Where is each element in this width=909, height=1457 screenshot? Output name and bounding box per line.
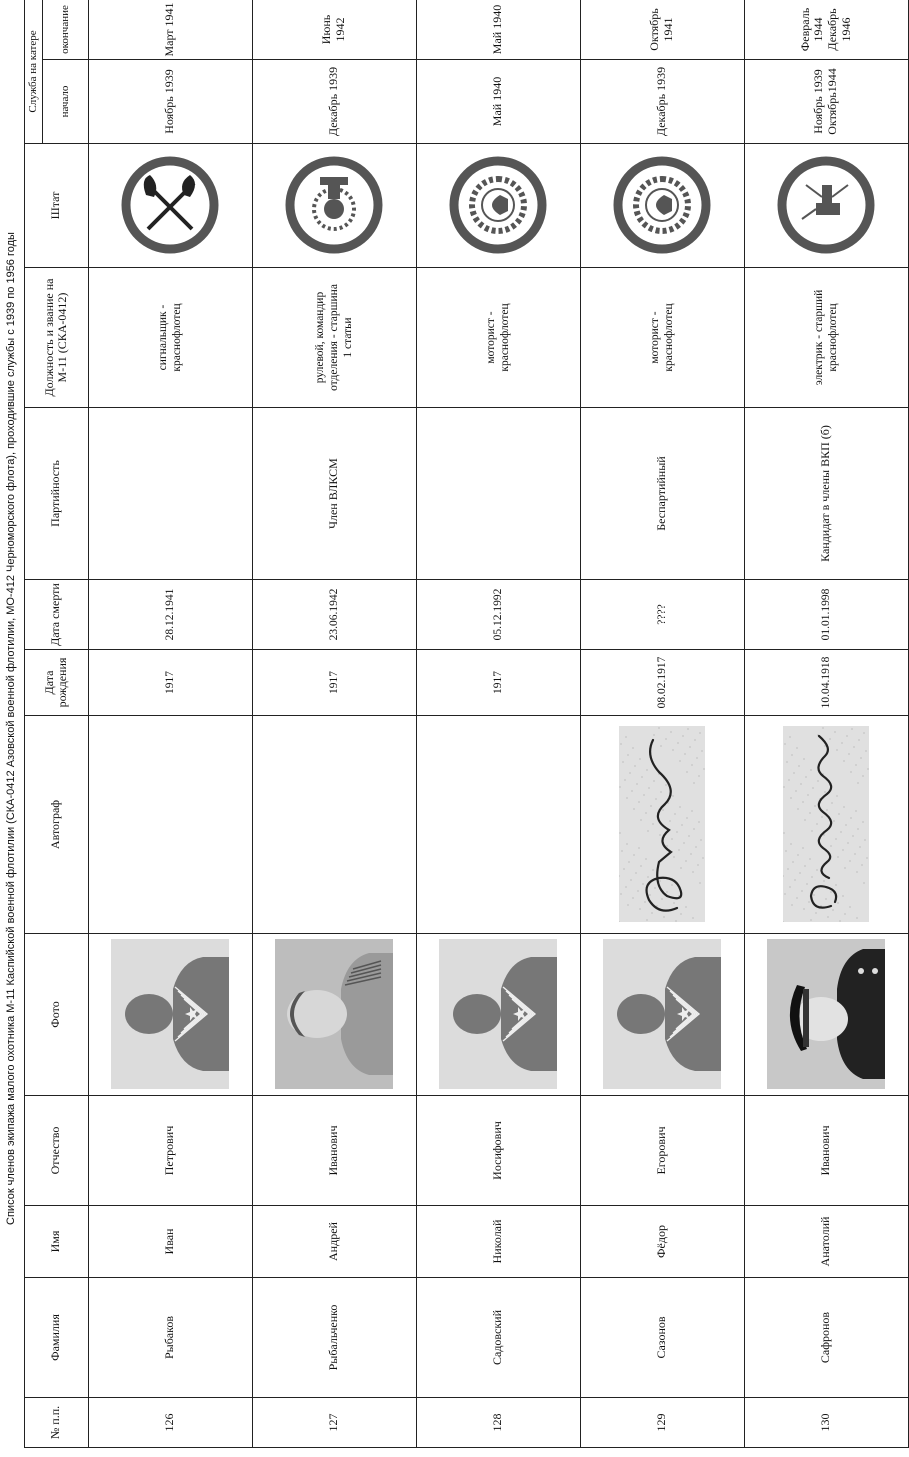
cell-photo	[252, 934, 416, 1096]
cell-num	[744, 1398, 908, 1448]
cell-service-start	[252, 60, 416, 144]
cell-death	[580, 580, 744, 650]
motorman-insignia-icon	[448, 156, 548, 256]
autograph	[619, 718, 705, 931]
cell-name	[88, 1206, 252, 1278]
service-start: Май 1940	[490, 76, 505, 127]
photo	[439, 940, 557, 1090]
electrician-insignia-icon	[776, 156, 876, 256]
cell-photo	[416, 934, 580, 1096]
signalman-insignia-icon	[120, 156, 220, 256]
cell-staff	[580, 144, 744, 268]
service-start: Ноябрь 1939	[162, 69, 177, 134]
cell-position	[252, 268, 416, 408]
cell-name	[252, 1206, 416, 1278]
cell-staff	[416, 144, 580, 268]
cell-autograph	[744, 716, 908, 934]
cell-name	[416, 1206, 580, 1278]
position-rank: рулевой, командир отделения - старшина 1 статьи	[313, 284, 355, 391]
photo	[767, 940, 885, 1090]
cell-party	[416, 408, 580, 580]
cell-patronymic	[744, 1096, 908, 1206]
row-number: 129	[654, 1413, 669, 1432]
position-rank: электрик - старший краснофлотец	[812, 289, 840, 386]
death-date: 05.12.1992	[492, 588, 505, 641]
silhouette-photo	[439, 940, 557, 1090]
header-position: Должность и звание на М-11 (СКА-0412)	[25, 268, 89, 408]
cell-service-start	[416, 60, 580, 144]
portrait-cap-photo	[767, 940, 885, 1090]
surname: Сафронов	[818, 1311, 833, 1364]
service-end: Май 1940	[490, 4, 505, 55]
cell-patronymic	[252, 1096, 416, 1206]
header-service-end: окончание	[42, 0, 88, 60]
service-end: Март 1941	[162, 2, 177, 57]
cell-num	[88, 1398, 252, 1448]
table-row	[580, 0, 744, 1448]
cell-patronymic	[580, 1096, 744, 1206]
first-name: Фёдор	[654, 1225, 669, 1258]
helmsman-insignia-icon	[284, 156, 384, 256]
cell-service-end	[88, 0, 252, 60]
cell-death	[252, 580, 416, 650]
cell-photo	[88, 934, 252, 1096]
header-staff: Штат	[25, 144, 89, 268]
portrait-photo	[275, 940, 393, 1090]
header-autograph: Автограф	[25, 716, 89, 934]
header-party: Партийность	[25, 408, 89, 580]
cell-party	[88, 408, 252, 580]
crew-table-body	[88, 0, 908, 1448]
header-death: Дата смерти	[25, 580, 89, 650]
signature-image	[783, 727, 869, 923]
birth-date: 08.02.1917	[656, 656, 669, 709]
cell-party	[744, 408, 908, 580]
cell-autograph	[416, 716, 580, 934]
table-row	[252, 0, 416, 1448]
cell-surname	[744, 1278, 908, 1398]
service-end: Февраль 1944 Декабрь 1946	[797, 7, 853, 52]
first-name: Андрей	[326, 1222, 341, 1261]
patronymic: Иосифович	[490, 1121, 505, 1180]
crew-table-wrapper	[24, 0, 908, 1448]
death-date: ????	[656, 604, 669, 625]
row-number: 127	[326, 1413, 341, 1432]
table-row	[416, 0, 580, 1448]
photo	[603, 940, 721, 1090]
cell-staff	[252, 144, 416, 268]
cell-service-end	[252, 0, 416, 60]
birth-date: 1917	[164, 671, 177, 694]
table-row	[744, 0, 908, 1448]
motorman-insignia-icon	[612, 156, 712, 256]
cell-num	[252, 1398, 416, 1448]
surname: Рыбальченко	[326, 1304, 341, 1371]
signature-image	[619, 727, 705, 923]
header-name: Имя	[25, 1206, 89, 1278]
position-rank: моторист - краснофлотец	[648, 303, 676, 372]
silhouette-photo	[603, 940, 721, 1090]
cell-death	[416, 580, 580, 650]
cell-patronymic	[88, 1096, 252, 1206]
header-service-start: начало	[42, 60, 88, 144]
first-name: Иван	[162, 1228, 177, 1255]
photo	[275, 940, 393, 1090]
surname: Сазонов	[654, 1316, 669, 1359]
cell-service-end	[744, 0, 908, 60]
cell-death	[88, 580, 252, 650]
cell-birth	[252, 650, 416, 716]
header-service: Служба на катере	[25, 0, 43, 144]
surname: Садовский	[490, 1309, 505, 1366]
cell-position	[580, 268, 744, 408]
cell-service-start	[88, 60, 252, 144]
cell-autograph	[580, 716, 744, 934]
service-end: Октябрь 1941	[647, 8, 676, 51]
cell-num	[416, 1398, 580, 1448]
service-start: Декабрь 1939	[326, 66, 341, 137]
header-patronymic: Отчество	[25, 1096, 89, 1206]
header-num: № п.п.	[25, 1398, 89, 1448]
patronymic: Егорович	[654, 1126, 669, 1175]
cell-staff	[744, 144, 908, 268]
cell-surname	[88, 1278, 252, 1398]
patronymic: Иванович	[326, 1125, 341, 1176]
service-end: Июнь 1942	[319, 14, 348, 45]
cell-party	[252, 408, 416, 580]
cell-position	[88, 268, 252, 408]
cell-patronymic	[416, 1096, 580, 1206]
cell-position	[416, 268, 580, 408]
cell-service-start	[744, 60, 908, 144]
crew-table	[24, 0, 909, 1448]
party-affiliation: Кандидат в члены ВКП (б)	[818, 425, 833, 562]
birth-date: 10.04.1918	[820, 656, 833, 709]
row-number: 126	[162, 1413, 177, 1432]
cell-autograph	[252, 716, 416, 934]
cell-surname	[580, 1278, 744, 1398]
document-title: Список членов экипажа малого охотника М-11 Каспийской военной флотилии (СКА-0412 Азовской военной флотилии, МО-412 Черноморского флота), проходившие службы с 1939 по 1956 годы	[5, 232, 17, 1225]
photo	[111, 940, 229, 1090]
cell-staff	[88, 144, 252, 268]
cell-surname	[416, 1278, 580, 1398]
patronymic: Петрович	[162, 1125, 177, 1176]
table-row	[88, 0, 252, 1448]
birth-date: 1917	[328, 671, 341, 694]
header-surname: Фамилия	[25, 1278, 89, 1398]
first-name: Анатолий	[818, 1216, 833, 1267]
cell-service-start	[580, 60, 744, 144]
autograph	[783, 718, 869, 931]
cell-service-end	[580, 0, 744, 60]
service-start: Декабрь 1939	[654, 66, 669, 137]
cell-position	[744, 268, 908, 408]
surname: Рыбаков	[162, 1315, 177, 1360]
position-rank: моторист - краснофлотец	[484, 303, 512, 372]
cell-surname	[252, 1278, 416, 1398]
cell-num	[580, 1398, 744, 1448]
header-photo: Фото	[25, 934, 89, 1096]
cell-photo	[580, 934, 744, 1096]
patronymic: Иванович	[818, 1125, 833, 1176]
header-birth: Дата рождения	[25, 650, 89, 716]
cell-party	[580, 408, 744, 580]
cell-birth	[580, 650, 744, 716]
service-start: Ноябрь 1939 Октябрь1944	[811, 68, 840, 135]
death-date: 23.06.1942	[328, 588, 341, 641]
cell-autograph	[88, 716, 252, 934]
death-date: 01.01.1998	[820, 588, 833, 641]
first-name: Николай	[490, 1219, 505, 1264]
death-date: 28.12.1941	[164, 588, 177, 641]
party-affiliation: Беспартийный	[654, 456, 669, 531]
cell-birth	[88, 650, 252, 716]
cell-name	[744, 1206, 908, 1278]
position-rank: сигнальщик - краснофлотец	[156, 303, 184, 372]
cell-birth	[744, 650, 908, 716]
row-number: 130	[818, 1413, 833, 1432]
row-number: 128	[490, 1413, 505, 1432]
cell-birth	[416, 650, 580, 716]
silhouette-photo	[111, 940, 229, 1090]
cell-service-end	[416, 0, 580, 60]
cell-photo	[744, 934, 908, 1096]
cell-name	[580, 1206, 744, 1278]
birth-date: 1917	[492, 671, 505, 694]
party-affiliation: Член ВЛКСМ	[326, 458, 341, 529]
cell-death	[744, 580, 908, 650]
